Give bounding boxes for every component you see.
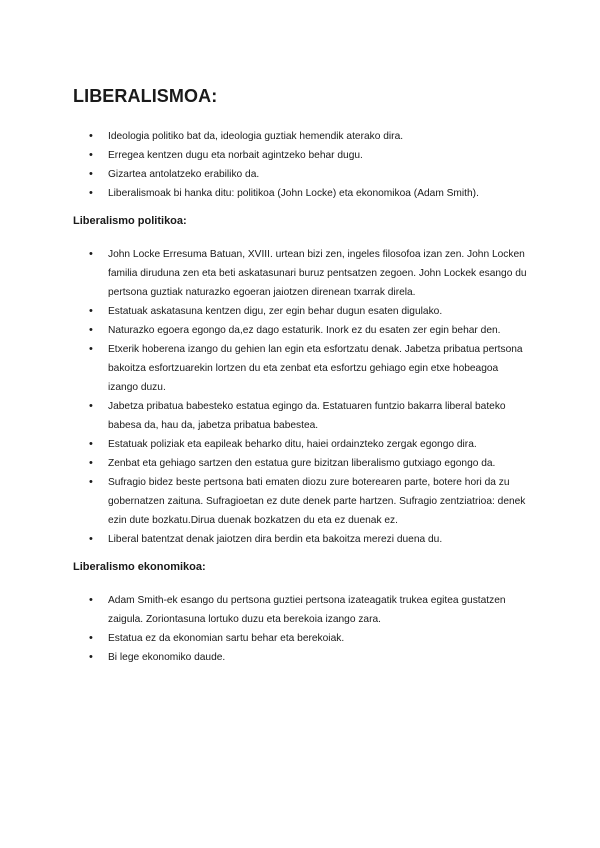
- list-item: • Erregea kentzen dugu eta norbait agintzeko behar dugu.: [73, 146, 530, 165]
- section-heading-political: Liberalismo politikoa:: [73, 215, 187, 227]
- economic-list: [73, 591, 530, 667]
- list-item: • Adam Smith-ek esango du pertsona guztiei pertsona izateagatik trukea egitea gustatzen zaigula. Zoriontasuna lortuko duzu eta berekoia izango zara.: [73, 591, 530, 629]
- list-item: • Estatua ez da ekonomian sartu behar eta berekoiak.: [73, 629, 530, 648]
- page-title: LIBERALISMOA:: [73, 86, 218, 106]
- list-item: • Etxerik hoberena izango du gehien lan egin eta esfortzatu denak. Jabetza pribatua pertsona bakoitza esfortzuarekin lortzen du eta zenbat eta esfortzu gehiago egin etxe hobeagoa izango duzu.: [73, 340, 530, 397]
- list-item: • Sufragio bidez beste pertsona bati ematen diozu zure boterearen parte, botere hori da zu gobernatzen zaituna. Sufragioetan ez dute denek parte hartzen. Sufragio zentziatrioa: denek ezin dute bozkatu.Dirua duenak bozkatzen du eta ez duenak ez.: [73, 473, 530, 530]
- list-item: • Ideologia politiko bat da, ideologia guztiak hemendik aterako dira.: [73, 127, 530, 146]
- political-list: [73, 245, 530, 549]
- list-item: • Zenbat eta gehiago sartzen den estatua gure bizitzan liberalismo gutxiago egongo da.: [73, 454, 530, 473]
- intro-list: [73, 127, 530, 203]
- list-item: • Liberal batentzat denak jaiotzen dira berdin eta bakoitza merezi duena du.: [73, 530, 530, 549]
- list-item: • Liberalismoak bi hanka ditu: politikoa (John Locke) eta ekonomikoa (Adam Smith).: [73, 184, 530, 203]
- list-item: • Jabetza pribatua babesteko estatua egingo da. Estatuaren funtzio bakarra liberal bateko babesa da, hau da, jabetza pribatua babestea.: [73, 397, 530, 435]
- list-item: • Naturazko egoera egongo da,ez dago estaturik. Inork ez du esaten zer egin behar den.: [73, 321, 530, 340]
- section-heading-economic: Liberalismo ekonomikoa:: [73, 561, 206, 573]
- list-item: • Estatuak askatasuna kentzen digu, zer egin behar dugun esaten digulako.: [73, 302, 530, 321]
- list-item: • Gizartea antolatzeko erabiliko da.: [73, 165, 530, 184]
- list-item: • Estatuak poliziak eta eapileak beharko ditu, haiei ordainzteko zergak egongo dira.: [73, 435, 530, 454]
- list-item: • John Locke Erresuma Batuan, XVIII. urtean bizi zen, ingeles filosofoa izan zen. John Locken familia diruduna zen eta beti askatasunari buruz pentsatzen zegoen. John Lockek esango du pertsona guztiak naturazko egoeran jaiotzen direnean txarrak direla.: [73, 245, 530, 302]
- list-item: • Bi lege ekonomiko daude.: [73, 648, 530, 667]
